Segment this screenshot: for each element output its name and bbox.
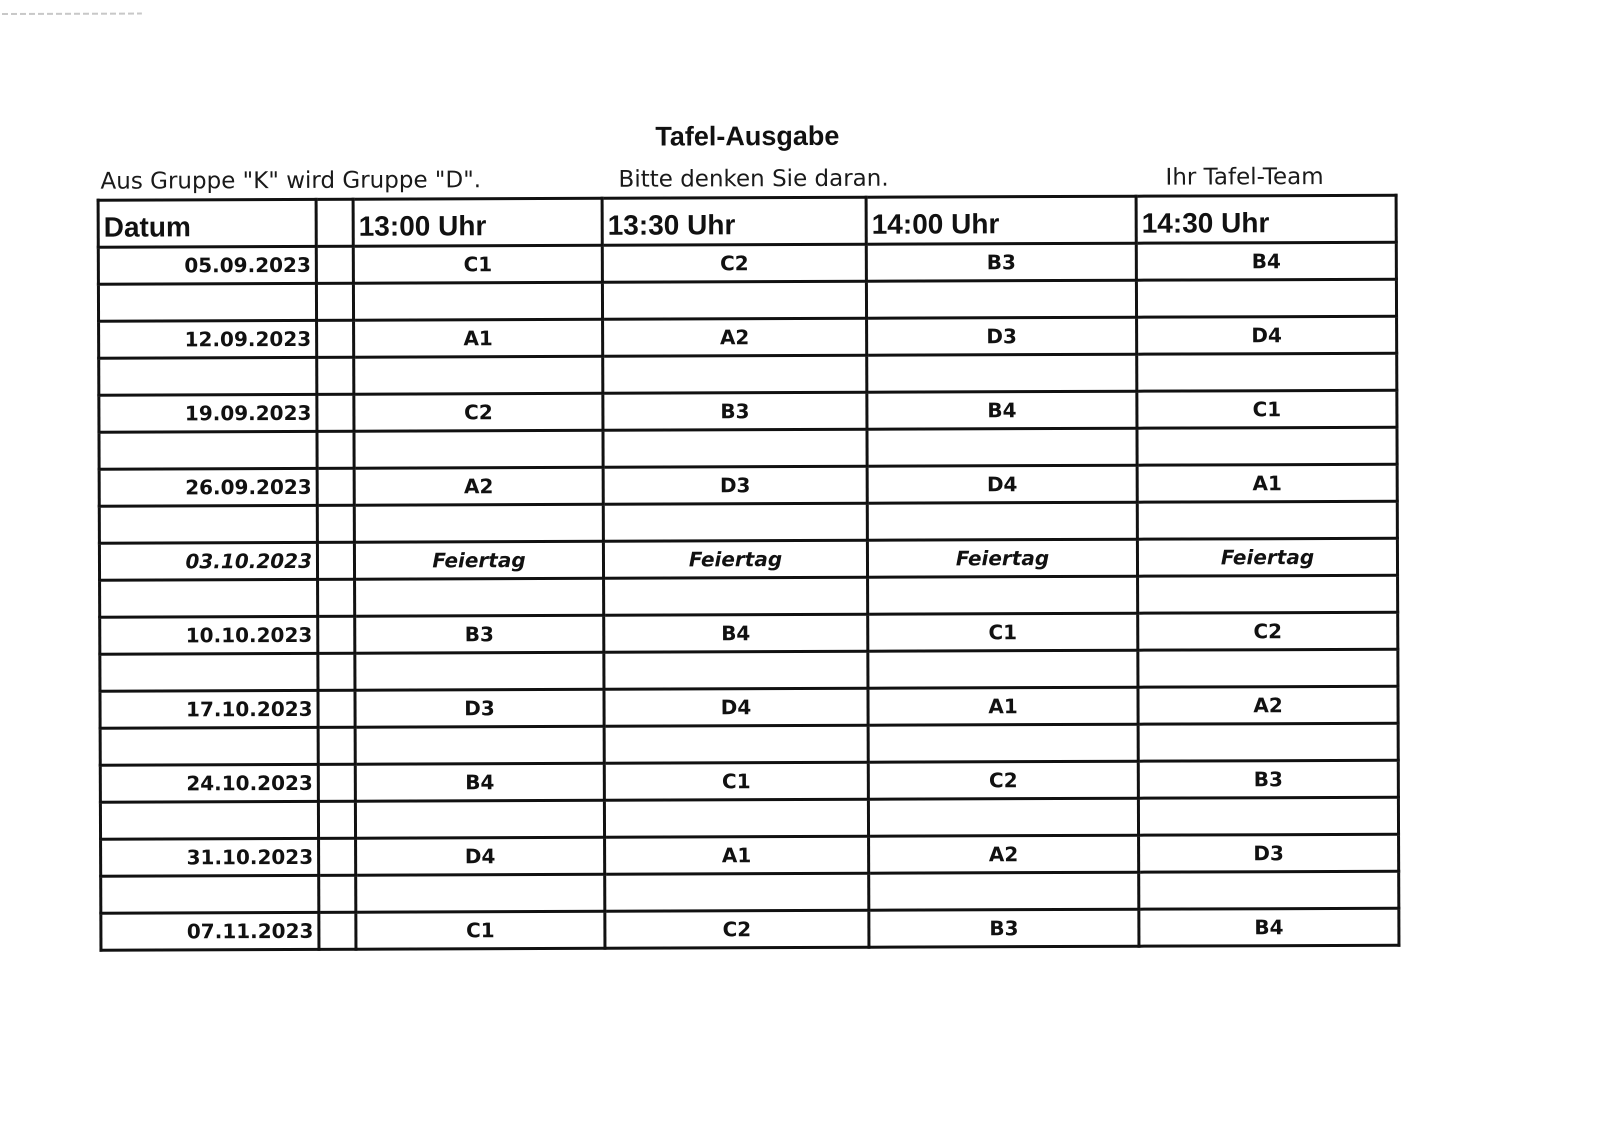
empty-cell	[317, 394, 354, 431]
table-row	[99, 316, 1397, 358]
slot-1430: B3	[1138, 760, 1398, 798]
slot-1300: B3	[355, 615, 604, 653]
table-row	[100, 686, 1398, 728]
spacer-row	[100, 575, 1398, 617]
row-date: 12.09.2023	[99, 320, 317, 358]
table-row	[100, 760, 1398, 802]
empty-cell	[316, 246, 353, 283]
slot-1400: D3	[867, 317, 1137, 355]
empty-cell	[319, 912, 356, 949]
slot-1300: B4	[355, 763, 604, 801]
slot-1330: A1	[605, 836, 869, 874]
slot-1330: A2	[603, 318, 867, 356]
slot-1400: C1	[868, 613, 1138, 651]
slot-1330: C2	[602, 244, 866, 282]
spacer-row	[101, 871, 1399, 913]
slot-1400: A1	[868, 687, 1138, 725]
spacer-row	[100, 723, 1398, 765]
empty-cell	[317, 542, 354, 579]
slot-1300: Feiertag	[354, 541, 603, 579]
row-date: 19.09.2023	[99, 394, 317, 432]
row-date: 07.11.2023	[101, 912, 319, 950]
slot-1400: B3	[866, 243, 1136, 281]
signature-note: Ihr Tafel-Team	[1165, 163, 1324, 191]
row-date: 03.10.2023	[99, 542, 317, 580]
slot-1430: D4	[1137, 316, 1397, 354]
slot-1330: D3	[603, 466, 867, 504]
slot-1330: Feiertag	[603, 540, 867, 578]
header-date: Datum	[98, 199, 316, 247]
slot-1330: C1	[604, 762, 868, 800]
slot-1400: A2	[869, 835, 1139, 873]
table-row	[101, 834, 1399, 876]
slot-1400: B3	[869, 909, 1139, 947]
slot-1330: C2	[605, 910, 869, 948]
slot-1300: D3	[355, 689, 604, 727]
header-1430: 14:30 Uhr	[1136, 195, 1396, 243]
spacer-row	[99, 501, 1397, 543]
slot-1400: B4	[867, 391, 1137, 429]
slot-1330: B4	[604, 614, 868, 652]
empty-cell	[317, 468, 354, 505]
slot-1430: D3	[1139, 834, 1399, 872]
spacer-row	[100, 649, 1398, 691]
row-date: 17.10.2023	[100, 690, 318, 728]
table-row	[101, 908, 1399, 950]
slot-1400: Feiertag	[867, 539, 1137, 577]
header-empty-column	[316, 199, 353, 246]
schedule-table	[97, 194, 1401, 952]
slot-1430: A1	[1137, 464, 1397, 502]
slot-1430: A2	[1138, 686, 1398, 724]
empty-cell	[319, 838, 356, 875]
row-date: 31.10.2023	[101, 838, 319, 876]
group-change-note: Aus Gruppe "K" wird Gruppe "D".	[100, 167, 482, 195]
slot-1300: A2	[354, 467, 603, 505]
header-1400: 14:00 Uhr	[866, 196, 1136, 244]
spacer-row	[99, 427, 1397, 469]
slot-1430: C2	[1138, 612, 1398, 650]
empty-cell	[318, 764, 355, 801]
slot-1300: A1	[354, 319, 603, 357]
empty-cell	[318, 616, 355, 653]
table-row	[100, 612, 1398, 654]
table-row	[99, 390, 1397, 432]
scan-artifact-mark	[2, 13, 142, 16]
row-date: 26.09.2023	[99, 468, 317, 506]
slot-1300: C1	[356, 911, 605, 949]
slot-1430: B4	[1139, 908, 1399, 946]
header-1330: 13:30 Uhr	[602, 197, 866, 245]
spacer-row	[99, 353, 1397, 395]
slot-1430: C1	[1137, 390, 1397, 428]
empty-cell	[318, 690, 355, 727]
slot-1330: D4	[604, 688, 868, 726]
spacer-row	[100, 797, 1398, 839]
empty-cell	[317, 320, 354, 357]
table-header-row	[98, 195, 1396, 247]
slot-1400: D4	[867, 465, 1137, 503]
slot-1300: C1	[353, 245, 602, 283]
header-1300: 13:00 Uhr	[353, 198, 602, 246]
slot-1300: D4	[356, 837, 605, 875]
table-row	[98, 242, 1396, 284]
holiday-row	[99, 538, 1397, 580]
slot-1430: B4	[1136, 242, 1396, 280]
spacer-row	[98, 279, 1396, 321]
row-date: 10.10.2023	[100, 616, 318, 654]
page-title: Tafel-Ausgabe	[655, 120, 840, 152]
slot-1300: C2	[354, 393, 603, 431]
reminder-note: Bitte denken Sie daran.	[618, 165, 889, 193]
row-date: 24.10.2023	[100, 764, 318, 802]
slot-1400: C2	[868, 761, 1138, 799]
slot-1330: B3	[603, 392, 867, 430]
table-row	[99, 464, 1397, 506]
slot-1430: Feiertag	[1137, 538, 1397, 576]
row-date: 05.09.2023	[98, 246, 316, 284]
